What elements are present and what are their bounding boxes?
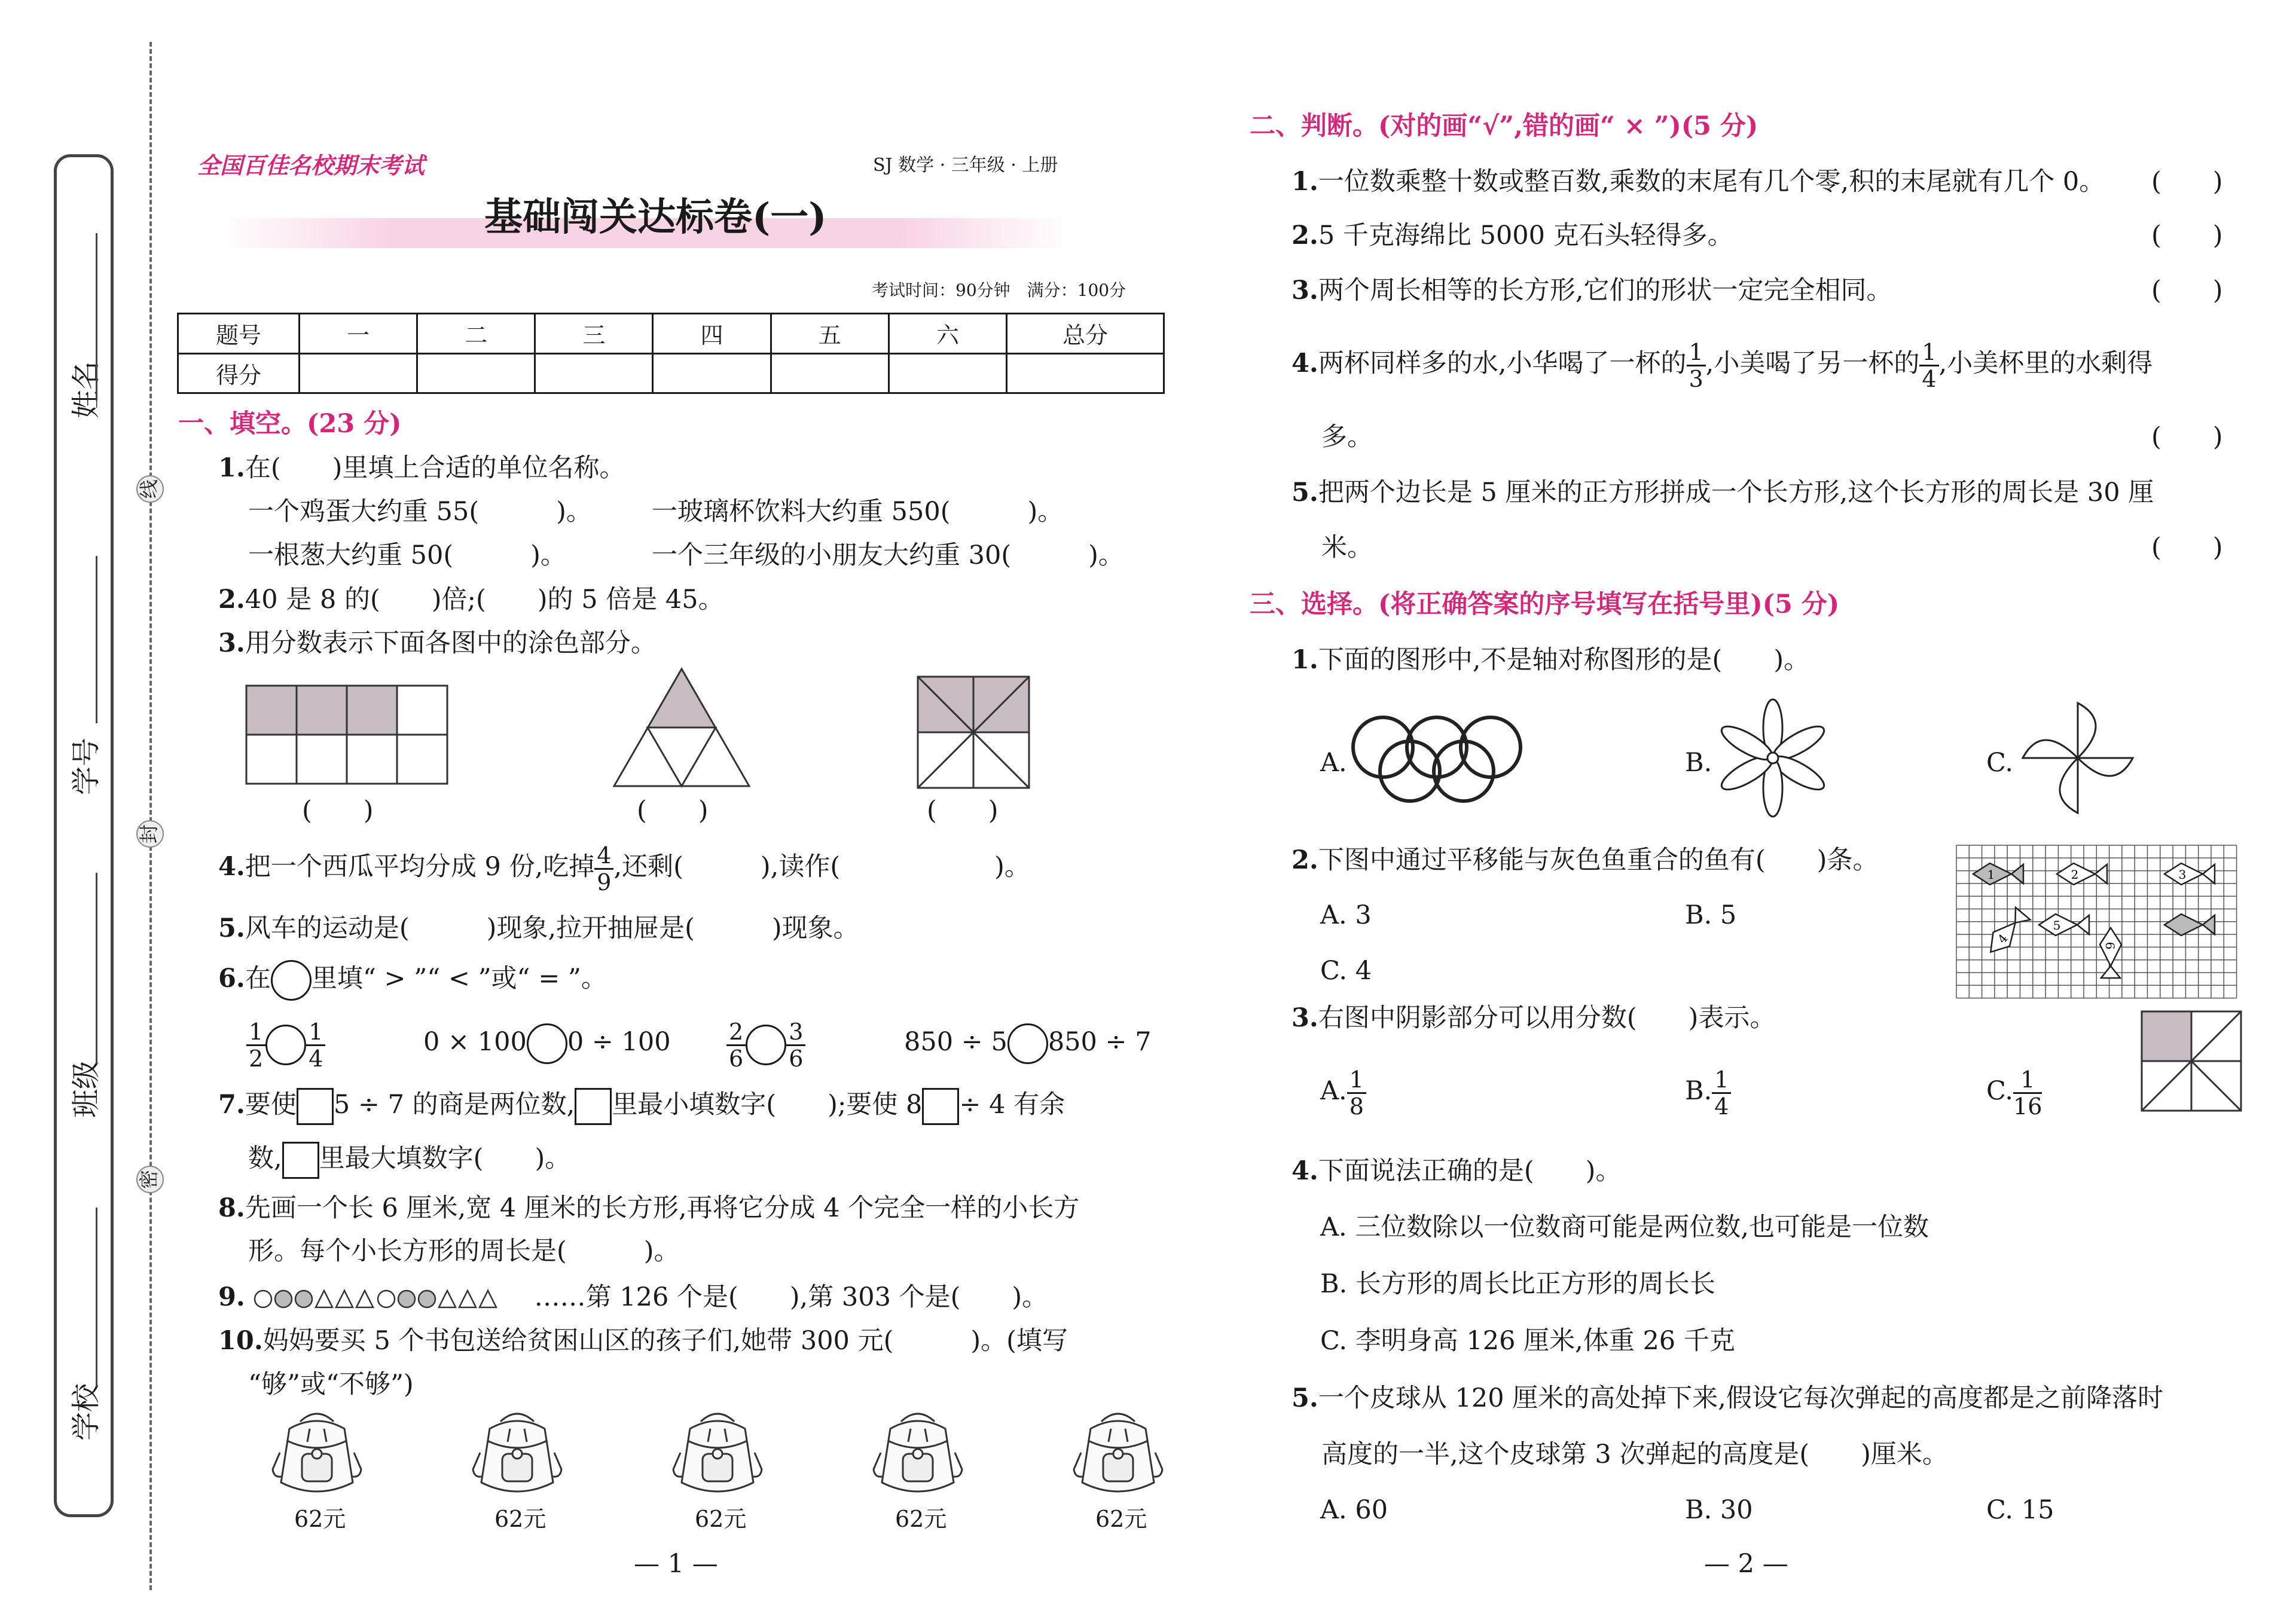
page-number-2: — 2 — bbox=[1704, 1549, 1788, 1579]
option-c[interactable]: C. $\frac{1}{16}$ bbox=[1986, 1066, 2042, 1120]
q2-3: 3.两个周长相等的长方形,它们的形状一定完全相同。 bbox=[1292, 276, 1892, 305]
option-c[interactable]: C. bbox=[1986, 748, 2014, 778]
class-label: 班级 bbox=[69, 1060, 103, 1118]
q2-1: 1.一位数乘整十数或整百数,乘数的末尾有几个零,积的末尾就有几个 0。 bbox=[1292, 167, 2105, 197]
q1-7-line1: 7.要使 5 ÷ 7 的商是两位数, 里最小填数字( );要使 8 ÷ 4 有余 bbox=[218, 1085, 1065, 1125]
score-col: 六 bbox=[889, 314, 1006, 354]
q2-2: 2.5 千克海绵比 5000 克石头轻得多。 bbox=[1292, 221, 1733, 250]
score-cell[interactable] bbox=[417, 353, 535, 393]
shaded-square-figure bbox=[2141, 1010, 2242, 1112]
backpack-price: 62元 bbox=[1095, 1506, 1147, 1532]
q1-3-blank-c[interactable]: ( ) bbox=[927, 796, 999, 826]
option-b[interactable]: B. bbox=[1685, 748, 1712, 778]
seal-mark-line-text: 线 bbox=[138, 479, 160, 499]
option-a[interactable]: A. $\frac{1}{8}$ bbox=[1320, 1058, 1366, 1124]
option-b[interactable]: B. $\frac{1}{4}$ bbox=[1685, 1058, 1731, 1124]
backpack-image bbox=[269, 1405, 365, 1500]
fish-icon bbox=[1982, 907, 2031, 959]
q1-8-line2: 形。每个小长方形的周长是( )。 bbox=[248, 1236, 680, 1266]
option-b[interactable]: B. 长方形的周长比正方形的周长长 bbox=[1320, 1269, 1715, 1299]
fish-grid-figure bbox=[1955, 844, 2242, 1004]
fish-icon bbox=[1973, 863, 2023, 885]
seal-mark-feng-text: 封 bbox=[138, 824, 160, 843]
backpack-image bbox=[870, 1405, 966, 1500]
digit-box[interactable] bbox=[922, 1088, 959, 1125]
fish-number: 2 bbox=[2071, 867, 2079, 882]
q1-9: 9. ……第 126 个是( ),第 303 个是( )。 bbox=[218, 1282, 1048, 1312]
score-col: 二 bbox=[417, 314, 535, 354]
score-col: 五 bbox=[771, 314, 889, 354]
q1-6-compare-1: $\frac{1}{2}$ $\frac{1}{4}$ bbox=[246, 1010, 325, 1076]
backpack-price: 62元 bbox=[494, 1506, 546, 1532]
option-c[interactable]: C. 4 bbox=[1320, 956, 1372, 986]
fish-number: 6 bbox=[2103, 942, 2117, 950]
score-cell[interactable] bbox=[300, 353, 417, 393]
school-line bbox=[96, 1208, 97, 1387]
q3-4: 4.下面说法正确的是( )。 bbox=[1292, 1156, 1622, 1186]
section2-heading: 二、判断。(对的画“√”,错的画“ × ”)(5 分) bbox=[1250, 111, 1758, 141]
pinwheel-icon bbox=[2018, 698, 2138, 818]
q1-6-compare-4: 850 ÷ 5 850 ÷ 7 bbox=[904, 1021, 1152, 1064]
seal-mark-mi-text: 密 bbox=[138, 1169, 160, 1189]
option-c[interactable]: C. 李明身高 126 厘米,体重 26 千克 bbox=[1320, 1326, 1735, 1356]
fraction-figure-triangle bbox=[613, 667, 750, 789]
class-line bbox=[96, 873, 97, 1064]
score-cell[interactable] bbox=[889, 353, 1006, 393]
answer-paren[interactable]: ( ) bbox=[2151, 533, 2223, 563]
score-col: 总分 bbox=[1007, 314, 1164, 354]
q2-4-line2: 多。 bbox=[1321, 422, 1373, 452]
fish-number: 1 bbox=[1987, 867, 1995, 882]
digit-box bbox=[575, 1088, 612, 1125]
q1-4: 4.把一个西瓜平均分成 9 份,吃掉 $\frac{4}{9}$ ,还剩( ),读作( )。 bbox=[218, 842, 1030, 895]
q1-5: 5.风车的运动是( )现象,拉开抽屉是( )现象。 bbox=[218, 913, 859, 943]
name-line bbox=[96, 233, 97, 401]
q1-6: 6.在 里填“ > ”“ < ”或“ = ”。 bbox=[218, 958, 607, 1001]
q1-7-line2: 数, 里最大填数字( )。 bbox=[248, 1139, 570, 1179]
digit-box[interactable] bbox=[297, 1088, 334, 1125]
answer-paren[interactable]: ( ) bbox=[2151, 167, 2223, 197]
compare-circle bbox=[271, 960, 312, 1001]
fish-number: 4 bbox=[1995, 931, 2011, 946]
score-col: 一 bbox=[300, 314, 417, 354]
olympic-rings-icon bbox=[1350, 714, 1523, 804]
option-c[interactable]: C. 15 bbox=[1986, 1495, 2054, 1525]
id-line bbox=[96, 556, 97, 723]
binding-frame bbox=[54, 154, 114, 1517]
section3-heading: 三、选择。(将正确答案的序号填写在括号里)(5 分) bbox=[1250, 589, 1840, 619]
compare-input[interactable] bbox=[265, 1025, 306, 1065]
q1-1d: 一个三年级的小朋友大约重 30( )。 bbox=[652, 540, 1124, 570]
q1-1c: 一根葱大约重 50( )。 bbox=[248, 540, 566, 570]
option-b[interactable]: B. 30 bbox=[1685, 1495, 1753, 1525]
fish-icon bbox=[2164, 914, 2215, 936]
q3-5-line1: 5.一个皮球从 120 厘米的高处掉下来,假设它每次弹起的高度都是之前降落时 bbox=[1292, 1383, 2163, 1413]
score-row-label: 题号 bbox=[178, 314, 300, 354]
q1-1b: 一玻璃杯饮料大约重 550( )。 bbox=[652, 497, 1064, 527]
score-col: 三 bbox=[535, 314, 653, 354]
page-number-1: — 1 — bbox=[634, 1549, 718, 1579]
compare-input[interactable] bbox=[746, 1025, 786, 1065]
q1-1a: 一个鸡蛋大约重 55( )。 bbox=[248, 497, 592, 527]
fold-line bbox=[149, 42, 152, 1590]
q1-3-blank-b[interactable]: ( ) bbox=[637, 796, 709, 826]
q1-3-blank-a[interactable]: ( ) bbox=[302, 796, 374, 826]
answer-paren[interactable]: ( ) bbox=[2151, 422, 2223, 452]
section1-heading: 一、填空。(23 分) bbox=[178, 409, 402, 439]
series-name: 全国百佳名校期末考试 bbox=[197, 152, 425, 179]
score-row-label: 得分 bbox=[178, 353, 300, 393]
q3-3: 3.右图中阴影部分可以用分数( )表示。 bbox=[1292, 1003, 1776, 1033]
fish-icon bbox=[2039, 914, 2089, 936]
q1-10-line1: 10.妈妈要买 5 个书包送给贫困山区的孩子们,她带 300 元( )。(填写 bbox=[218, 1326, 1068, 1356]
flower-icon bbox=[1716, 698, 1830, 818]
exam-info: 考试时间：90分钟 满分：100分 bbox=[872, 280, 1126, 300]
q1-3: 3.用分数表示下面各图中的涂色部分。 bbox=[218, 628, 657, 658]
q1-1: 1.在( )里填上合适的单位名称。 bbox=[218, 453, 625, 483]
q3-2: 2.下图中通过平移能与灰色鱼重合的鱼有( )条。 bbox=[1292, 845, 1879, 875]
compare-input[interactable] bbox=[1007, 1023, 1048, 1064]
fish-icon bbox=[2057, 863, 2107, 885]
fraction-figure-rect bbox=[245, 684, 448, 786]
backpack-image bbox=[1070, 1405, 1166, 1500]
backpack-price: 62元 bbox=[695, 1506, 747, 1532]
backpack-image bbox=[670, 1405, 765, 1500]
page-title: 基础闯关达标卷(一) bbox=[484, 195, 827, 240]
q1-2: 2.40 是 8 的( )倍;( )的 5 倍是 45。 bbox=[218, 585, 724, 615]
q1-8-line1: 8.先画一个长 6 厘米,宽 4 厘米的长方形,再将它分成 4 个完全一样的小长方 bbox=[218, 1193, 1080, 1223]
id-label: 学号 bbox=[69, 737, 103, 795]
compare-input[interactable] bbox=[527, 1023, 567, 1064]
q3-1: 1.下面的图形中,不是轴对称图形的是( )。 bbox=[1292, 645, 1810, 675]
option-a[interactable]: A. 三位数除以一位数商可能是两位数,也可能是一位数 bbox=[1320, 1212, 1929, 1242]
fish-icon bbox=[2164, 863, 2215, 885]
score-cell[interactable] bbox=[535, 353, 653, 393]
score-table bbox=[177, 313, 1165, 394]
backpack-price: 62元 bbox=[294, 1506, 346, 1532]
q2-5-line2: 米。 bbox=[1321, 533, 1373, 563]
option-a[interactable]: A. bbox=[1320, 748, 1347, 778]
book-meta: SJ 数学 · 三年级 · 上册 bbox=[873, 155, 1058, 176]
score-col: 四 bbox=[653, 314, 771, 354]
q1-6-compare-2: 0 × 100 0 ÷ 100 bbox=[423, 1021, 671, 1064]
pattern-sequence-icon bbox=[254, 1287, 535, 1311]
name-label: 姓名 bbox=[69, 360, 103, 418]
digit-box bbox=[282, 1142, 319, 1179]
answer-paren[interactable]: ( ) bbox=[2151, 221, 2223, 250]
backpack-image bbox=[469, 1405, 565, 1500]
fish-number: 3 bbox=[2178, 867, 2187, 882]
score-cell[interactable] bbox=[1007, 353, 1164, 393]
score-cell[interactable] bbox=[771, 353, 889, 393]
answer-paren[interactable]: ( ) bbox=[2151, 276, 2223, 305]
fish-number: 5 bbox=[2053, 918, 2061, 933]
q1-10-line2: “够”或“不够”) bbox=[248, 1370, 414, 1399]
fraction-figure-square bbox=[917, 675, 1030, 789]
backpack-price: 62元 bbox=[895, 1506, 947, 1532]
option-a[interactable]: A. 3 bbox=[1320, 900, 1372, 930]
q2-4-line1: 4.两杯同样多的水,小华喝了一杯的 $\frac{1}{3}$ ,小美喝了另一杯的 $\frac{1}{4}$ ,小美杯里的水剩得 bbox=[1292, 338, 2153, 392]
option-b[interactable]: B. 5 bbox=[1685, 900, 1737, 930]
score-cell[interactable] bbox=[653, 353, 771, 393]
school-label: 学校 bbox=[69, 1383, 103, 1441]
option-a[interactable]: A. 60 bbox=[1320, 1495, 1388, 1525]
q1-6-compare-3: $\frac{2}{6}$ $\frac{3}{6}$ bbox=[726, 1010, 805, 1076]
q3-5-line2: 高度的一半,这个皮球第 3 次弹起的高度是( )厘米。 bbox=[1321, 1439, 1948, 1469]
q2-5-line1: 5.把两个边长是 5 厘米的正方形拼成一个长方形,这个长方形的周长是 30 厘 bbox=[1292, 478, 2154, 508]
fish-icon bbox=[2100, 928, 2121, 978]
